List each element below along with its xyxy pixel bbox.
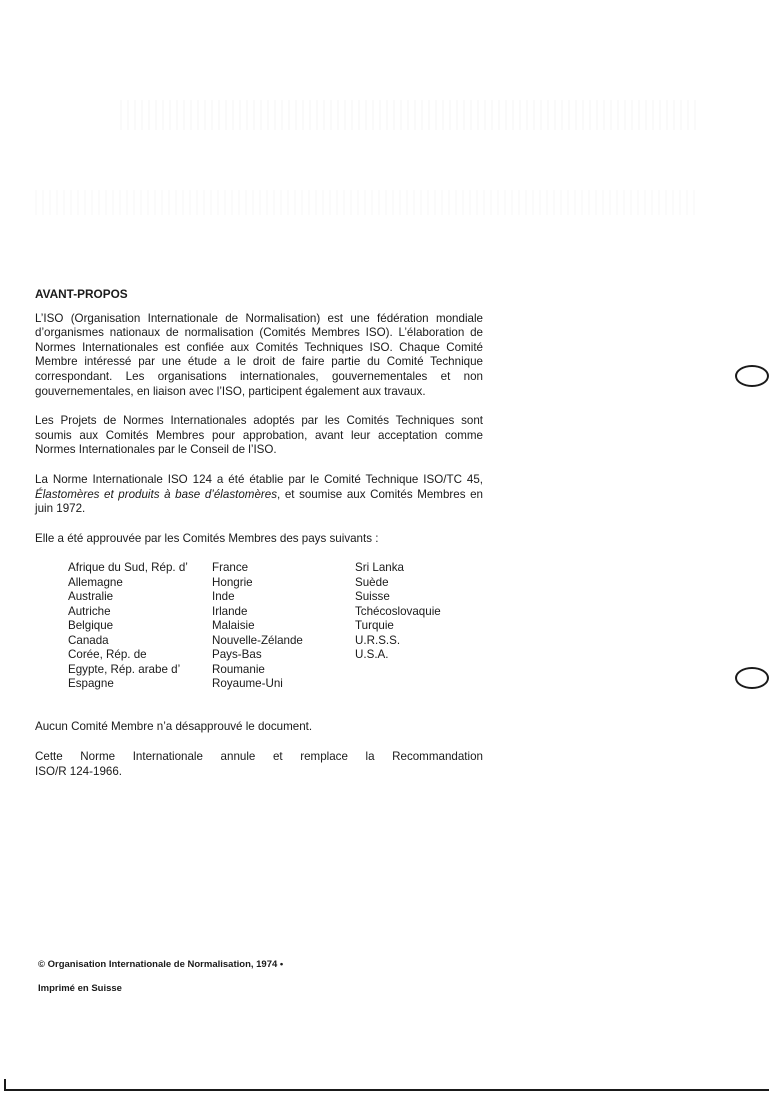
text-line: correspondant. Les organisations internationales, gouvernementales et non [35,369,483,383]
bottom-rule [6,1089,769,1091]
copyright-notice: © Organisation Internationale de Normalisation, 1974 • [38,959,284,970]
paragraph-replacement [35,750,483,779]
country-item: Corée, Rép. de [68,648,147,662]
text-line: Normes Internationales est confiée aux Comités Techniques ISO. Chaque Comité [35,340,483,354]
country-item: U.R.S.S. [355,633,401,647]
country-item: Australie [68,590,114,604]
paragraph-approval: Elle a été approuvée par les Comités Membres des pays suivants : [35,531,379,545]
country-item: Belgique [68,619,114,633]
text-line: L’ISO (Organisation Internationale de Normalisation) est une fédération mondiale [35,311,483,325]
text-line: Les Projets de Normes Internationales adoptés par les Comités Techniques sont [35,414,483,428]
paragraph-draft-standards [35,414,483,458]
text-line [35,488,483,503]
country-item: Sri Lanka [355,561,404,575]
text-line: gouvernementales, en liaison avec l’ISO, participent également aux travaux. [35,384,426,398]
country-item: Hongrie [212,575,253,589]
text-line: Normes Internationales par le Conseil de l’ISO. [35,443,277,457]
paragraph-iso-intro [35,312,483,400]
paragraph-no-disapproval: Aucun Comité Membre n’a désapprouvé le document. [35,720,313,734]
country-item: Suède [355,575,389,589]
country-item: Allemagne [68,575,123,589]
country-item: Irlande [212,604,248,618]
punch-hole-icon [735,365,769,387]
country-item: Malaisie [212,619,255,633]
punch-hole-icon [735,667,769,689]
country-column [212,561,303,692]
text-line: juin 1972. [35,502,86,516]
text-line: Membre intéressé par une étude a le droit de faire partie du Comité Technique [35,355,483,369]
country-item: Royaume-Uni [212,677,283,691]
paragraph-iso124 [35,473,483,517]
country-column [355,561,441,663]
country-item: Turquie [355,619,394,633]
text-line: soumis aux Comités Membres pour approbation, avant leur acceptation comme [35,428,483,442]
printed-in-notice: Imprimé en Suisse [38,983,122,994]
country-item: Roumanie [212,662,265,676]
country-column [68,561,188,692]
text-line: La Norme Internationale ISO 124 a été établie par le Comité Technique ISO/TC 45, [35,472,483,486]
text-line: ISO/R 124-1966. [35,764,123,778]
country-item: Inde [212,590,235,604]
country-item: Autriche [68,604,111,618]
section-heading: AVANT-PROPOS [35,287,128,301]
country-item: U.S.A. [355,648,389,662]
text-line: Cette Norme Internationale annule et remplace la Recommandation [35,749,483,763]
scan-noise-band [120,100,700,130]
country-item: Egypte, Rép. arabe d’ [68,662,181,676]
country-item: Nouvelle-Zélande [212,633,303,647]
foreword-section [35,287,483,794]
country-item: Suisse [355,590,390,604]
scan-noise-band [35,190,700,215]
country-item: Espagne [68,677,114,691]
country-item: Canada [68,633,109,647]
country-item: Pays-Bas [212,648,262,662]
text-line: d’organismes nationaux de normalisation (Comités Membres ISO). L’élaboration de [35,326,483,340]
committee-title: Élastomères et produits à base d’élastomères [35,487,278,501]
country-list [35,561,483,707]
country-item: Tchécoslovaquie [355,604,441,618]
country-item: France [212,561,249,575]
country-item: Afrique du Sud, Rép. d’ [68,561,188,575]
text-fragment: , et soumise aux Comités Membres en [277,487,483,501]
